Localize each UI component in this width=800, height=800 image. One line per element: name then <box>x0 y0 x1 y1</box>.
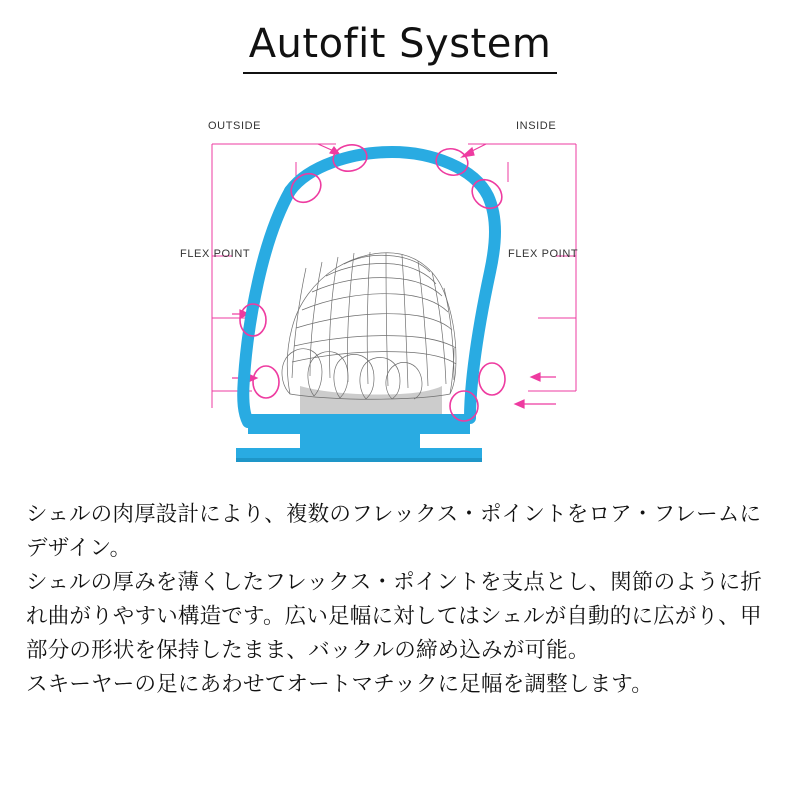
annotation-guides <box>212 144 579 408</box>
description-paragraph-2: シェルの厚みを薄くしたフレックス・ポイントを支点とし、関節のように折れ曲がりやすい構造です。広い足幅に対してはシェルが自動的に広がり、甲部分の形状を保持したまま、バックルの締め込みが可能。 <box>26 569 763 663</box>
flex-point-marker <box>479 363 505 395</box>
label-flex-point-left: FLEX POINT <box>180 248 251 260</box>
boot-shell-outline <box>243 152 495 422</box>
description-paragraph-3: スキーヤーの足にあわせてオートマチックに足幅を調整します。 <box>26 671 653 697</box>
footbed <box>300 386 442 414</box>
label-inside: INSIDE <box>516 120 557 132</box>
foot-wireframe <box>282 252 456 399</box>
diagram-container <box>0 96 800 476</box>
annotation-arrows <box>232 144 556 408</box>
label-outside: OUTSIDE <box>208 120 262 132</box>
description-paragraph-1: シェルの肉厚設計により、複数のフレックス・ポイントをロア・フレームにデザイン。 <box>26 502 762 561</box>
boot-lower-frame <box>236 414 482 462</box>
label-flex-point-right: FLEX POINT <box>508 248 579 260</box>
page-title: Autofit System <box>243 22 558 74</box>
description-text <box>26 498 778 702</box>
page-title-wrap <box>0 22 800 74</box>
flex-point-marker <box>253 366 279 398</box>
